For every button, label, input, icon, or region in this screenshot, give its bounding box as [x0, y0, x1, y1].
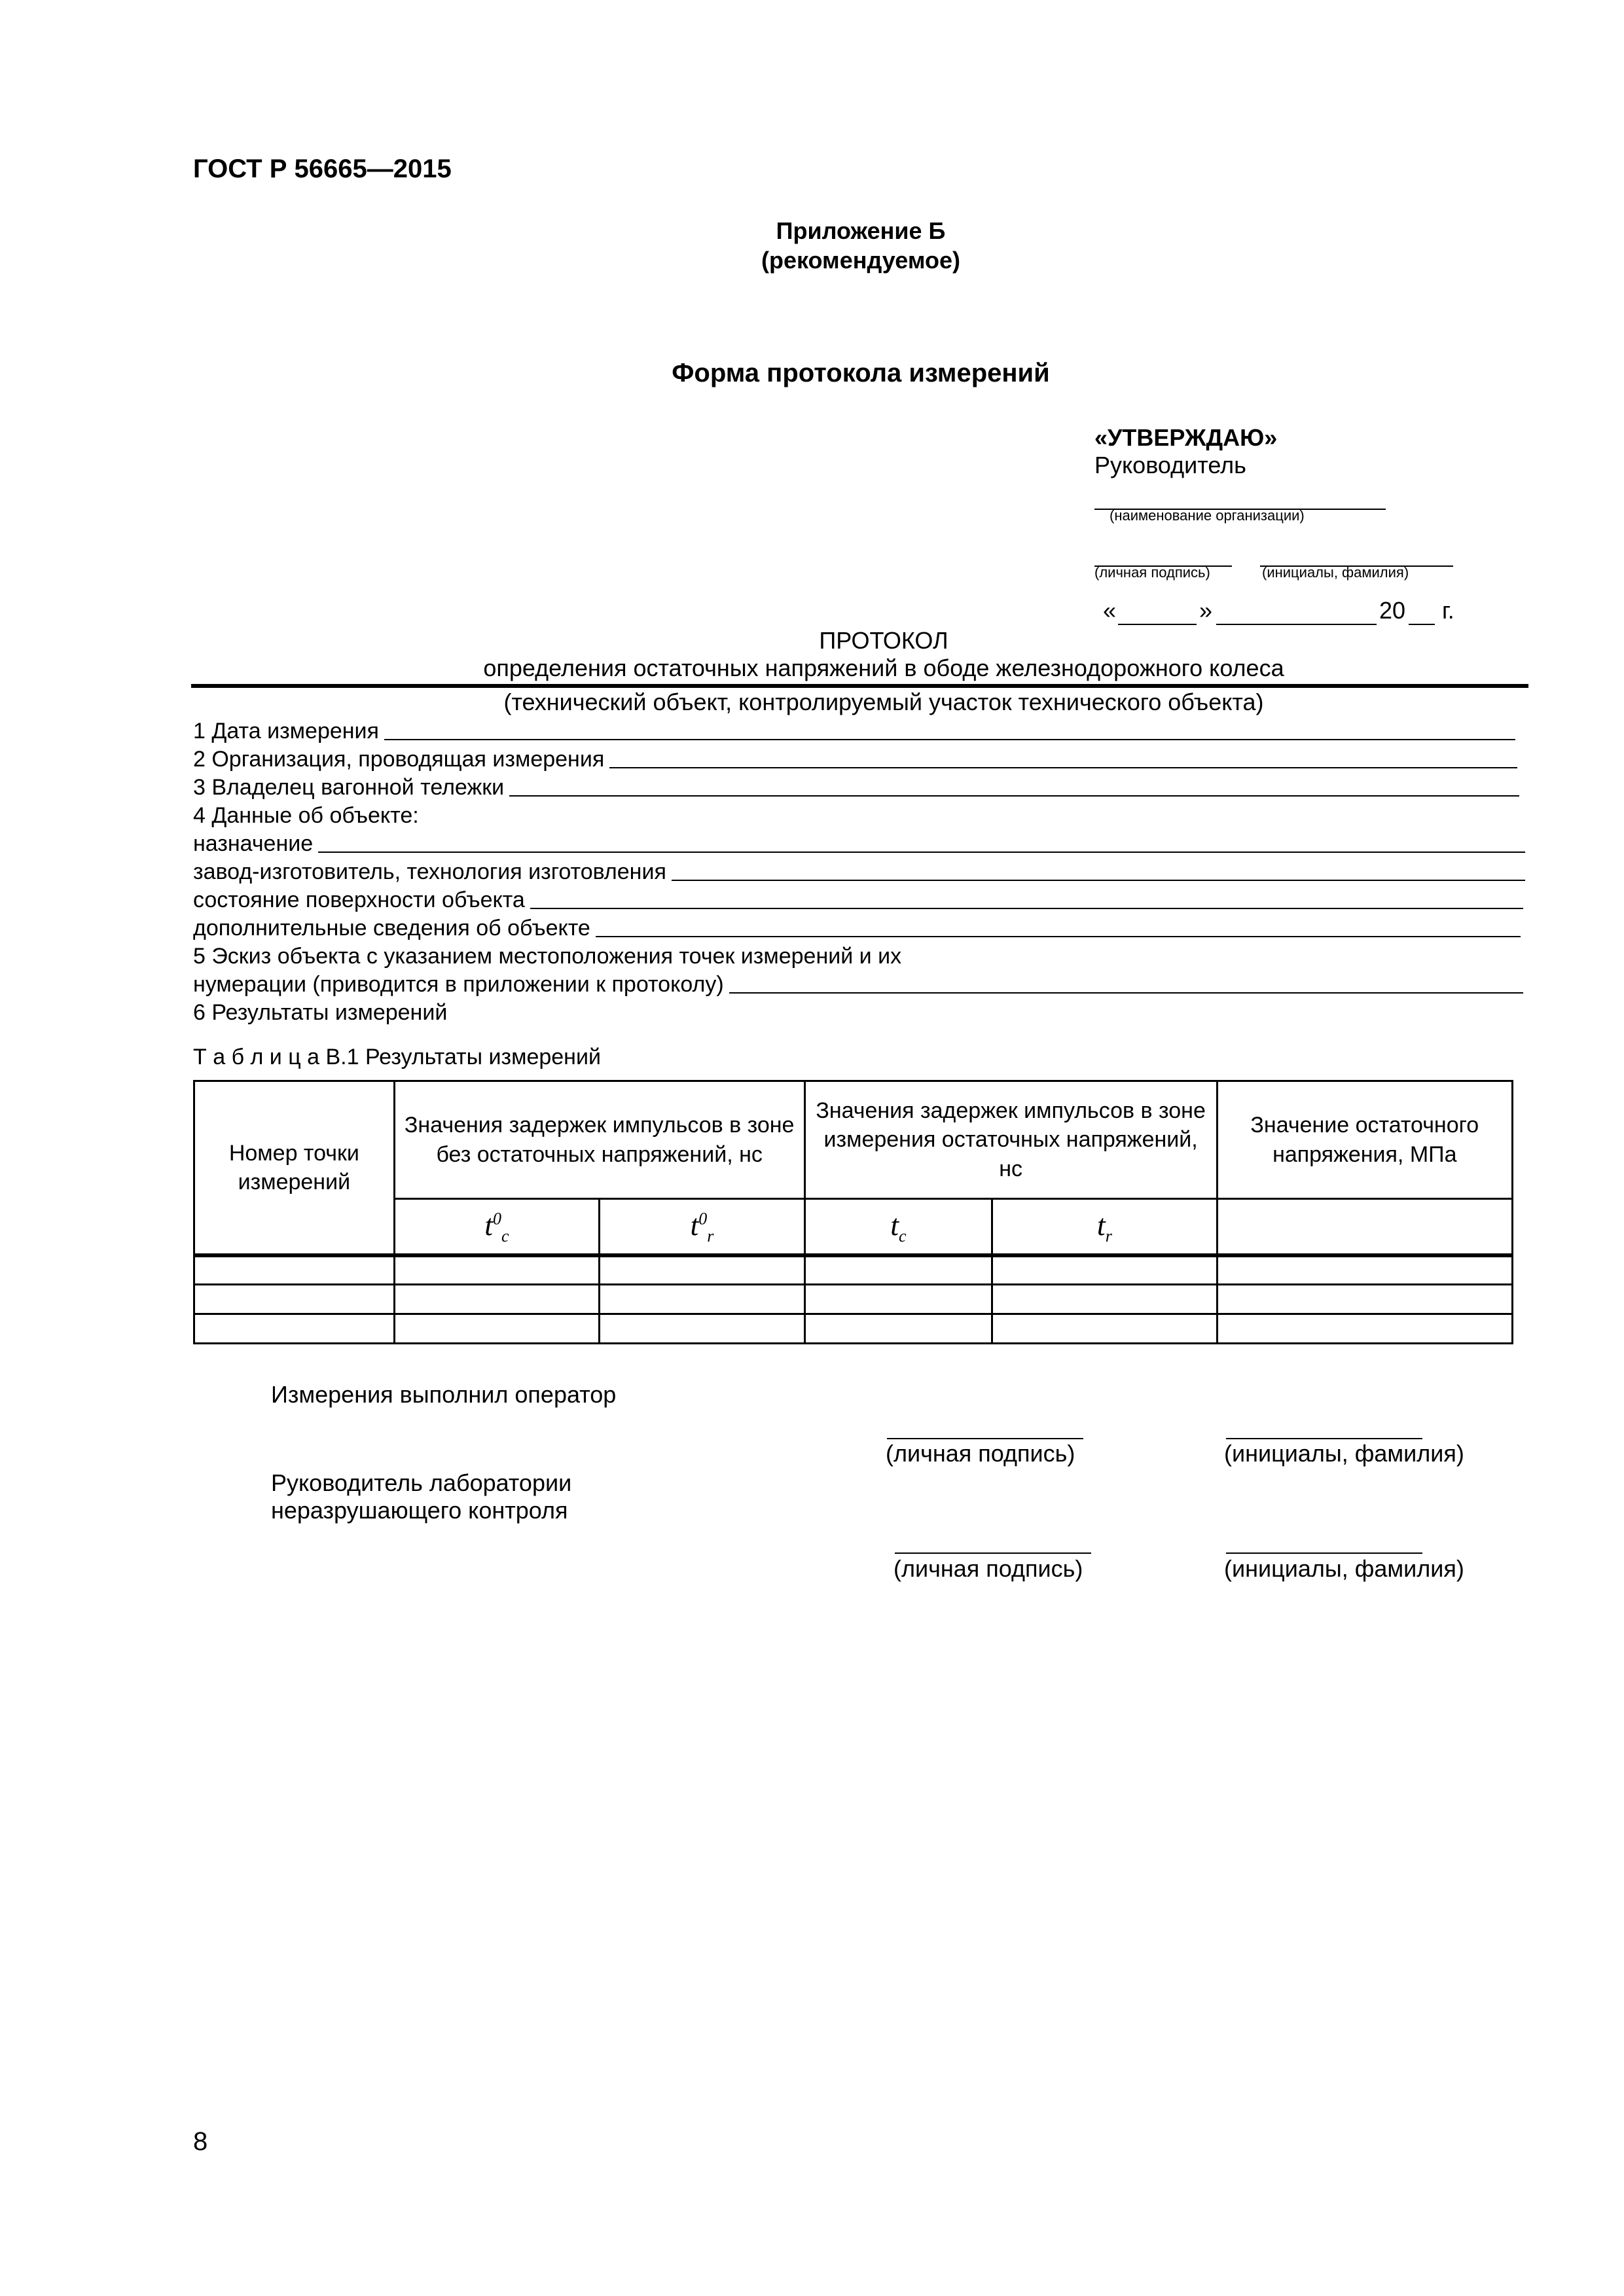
table-row	[194, 1314, 1513, 1344]
table-cell[interactable]	[600, 1285, 804, 1314]
lab-head-signature-hint: (личная подпись)	[893, 1555, 1083, 1582]
symbol-tr0	[600, 1199, 804, 1255]
symbol-tc0	[394, 1199, 599, 1255]
table-row	[194, 1285, 1513, 1314]
field-measurement-date	[193, 719, 1515, 744]
symbol-letter: t	[484, 1208, 494, 1242]
operator-signature-line[interactable]	[887, 1438, 1083, 1439]
lab-head-signature-line[interactable]	[895, 1552, 1091, 1554]
field-organization	[193, 747, 1517, 772]
field-label: 2 Организация, проводящая измерения	[193, 747, 605, 772]
operator-label: Измерения выполнил оператор	[271, 1381, 617, 1408]
symbol-empty	[1217, 1199, 1512, 1255]
table-cell[interactable]	[394, 1285, 599, 1314]
field-owner	[193, 775, 1519, 800]
approval-role: Руководитель	[1094, 452, 1246, 478]
approval-signature-hint: (личная подпись)	[1094, 564, 1210, 581]
field-label: завод-изготовитель, технология изготовления	[193, 859, 666, 884]
appendix-title: Приложение Б	[776, 217, 946, 244]
symbol-letter: t	[690, 1208, 699, 1242]
table-cell[interactable]	[804, 1314, 992, 1344]
field-sketch-line1: 5 Эскиз объекта с указанием местоположения точек измерений и их	[193, 944, 902, 969]
field-label: состояние поверхности объекта	[193, 888, 525, 912]
field-label: 3 Владелец вагонной тележки	[193, 775, 505, 800]
symbol-sup: 0	[493, 1209, 502, 1229]
table-caption-prefix: Т а б л и ц а	[193, 1045, 320, 1069]
standard-number: ГОСТ Р 56665—2015	[193, 154, 452, 183]
field-purpose	[193, 831, 1525, 857]
symbol-sub: c	[899, 1226, 907, 1246]
lab-head-name-hint: (инициалы, фамилия)	[1224, 1555, 1464, 1582]
date-year-suffix: г.	[1442, 597, 1454, 624]
symbol-letter: t	[1096, 1208, 1106, 1242]
object-hint: (технический объект, контролируемый участок технического объекта)	[503, 689, 1264, 715]
approval-name-hint: (инициалы, фамилия)	[1262, 564, 1409, 581]
symbol-sup: 0	[698, 1209, 708, 1229]
table-cell[interactable]	[1217, 1314, 1512, 1344]
fill-line[interactable]	[509, 795, 1519, 797]
protocol-subtitle: определения остаточных напряжений в ободе железнодорожного колеса	[483, 655, 1284, 681]
symbol-letter: t	[890, 1208, 899, 1242]
field-manufacturer	[193, 859, 1525, 885]
table-caption-text: В.1 Результаты измерений	[325, 1045, 601, 1069]
date-year-prefix: 20	[1379, 597, 1406, 624]
symbol-sub: r	[1105, 1226, 1112, 1246]
table-cell[interactable]	[1217, 1285, 1512, 1314]
table-cell[interactable]	[1217, 1255, 1512, 1285]
lab-head-label-2: неразрушающего контроля	[271, 1497, 568, 1524]
header-residual-stress: Значение остаточного напряжения, МПа	[1217, 1081, 1512, 1199]
field-sketch	[193, 972, 1523, 997]
table-caption	[193, 1045, 601, 1070]
date-month-line	[1216, 624, 1377, 625]
header-stress-delays: Значения задержек импульсов в зоне измерения остаточных напряжений, нс	[804, 1081, 1217, 1199]
field-additional-info	[193, 916, 1521, 941]
header-point-number: Номер точки измерений	[194, 1081, 395, 1255]
approval-title: «УТВЕРЖДАЮ»	[1094, 424, 1278, 451]
table-cell[interactable]	[600, 1255, 804, 1285]
field-label: дополнительные сведения об объекте	[193, 916, 590, 941]
symbol-sub: r	[707, 1226, 714, 1246]
field-label: 1 Дата измерения	[193, 719, 379, 744]
protocol-rule	[191, 684, 1528, 688]
field-results: 6 Результаты измерений	[193, 1000, 448, 1025]
protocol-title: ПРОТОКОЛ	[819, 627, 948, 654]
table-header-row	[194, 1081, 1513, 1199]
symbol-tr	[992, 1199, 1217, 1255]
date-open-quote: «	[1103, 597, 1117, 624]
field-label: назначение	[193, 831, 314, 856]
date-day-line	[1118, 624, 1197, 625]
results-table	[193, 1080, 1513, 1344]
fill-line[interactable]	[672, 880, 1525, 881]
fill-line[interactable]	[530, 908, 1523, 909]
table-row	[194, 1255, 1513, 1285]
table-cell[interactable]	[804, 1255, 992, 1285]
table-cell[interactable]	[394, 1314, 599, 1344]
table-cell[interactable]	[394, 1255, 599, 1285]
fill-line[interactable]	[609, 767, 1517, 768]
symbol-tc	[804, 1199, 992, 1255]
org-hint: (наименование организации)	[1110, 507, 1305, 524]
table-cell[interactable]	[194, 1255, 395, 1285]
field-surface-state	[193, 888, 1523, 913]
table-cell[interactable]	[992, 1285, 1217, 1314]
form-title: Форма протокола измерений	[672, 359, 1050, 387]
field-label: нумерации (приводится в приложении к протоколу)	[193, 972, 724, 997]
date-close-quote: »	[1199, 597, 1213, 624]
date-year-line	[1409, 624, 1435, 625]
table-cell[interactable]	[804, 1285, 992, 1314]
fill-line[interactable]	[384, 739, 1515, 740]
table-cell[interactable]	[600, 1314, 804, 1344]
operator-signature-hint: (личная подпись)	[886, 1440, 1075, 1467]
operator-name-hint: (инициалы, фамилия)	[1224, 1440, 1464, 1467]
table-cell[interactable]	[992, 1255, 1217, 1285]
table-cell[interactable]	[194, 1285, 395, 1314]
page-number: 8	[193, 2127, 208, 2156]
lab-head-label-1: Руководитель лаборатории	[271, 1469, 572, 1496]
table-cell[interactable]	[194, 1314, 395, 1344]
lab-head-name-line[interactable]	[1226, 1552, 1422, 1554]
fill-line[interactable]	[596, 936, 1521, 937]
header-no-stress-delays: Значения задержек импульсов в зоне без остаточных напряжений, нс	[394, 1081, 804, 1199]
field-object-data: 4 Данные об объекте:	[193, 803, 419, 828]
symbol-sub: c	[501, 1226, 509, 1246]
appendix-subtitle: (рекомендуемое)	[761, 247, 960, 274]
table-cell[interactable]	[992, 1314, 1217, 1344]
operator-name-line[interactable]	[1226, 1438, 1422, 1439]
fill-line[interactable]	[318, 852, 1525, 853]
fill-line[interactable]	[729, 992, 1523, 994]
